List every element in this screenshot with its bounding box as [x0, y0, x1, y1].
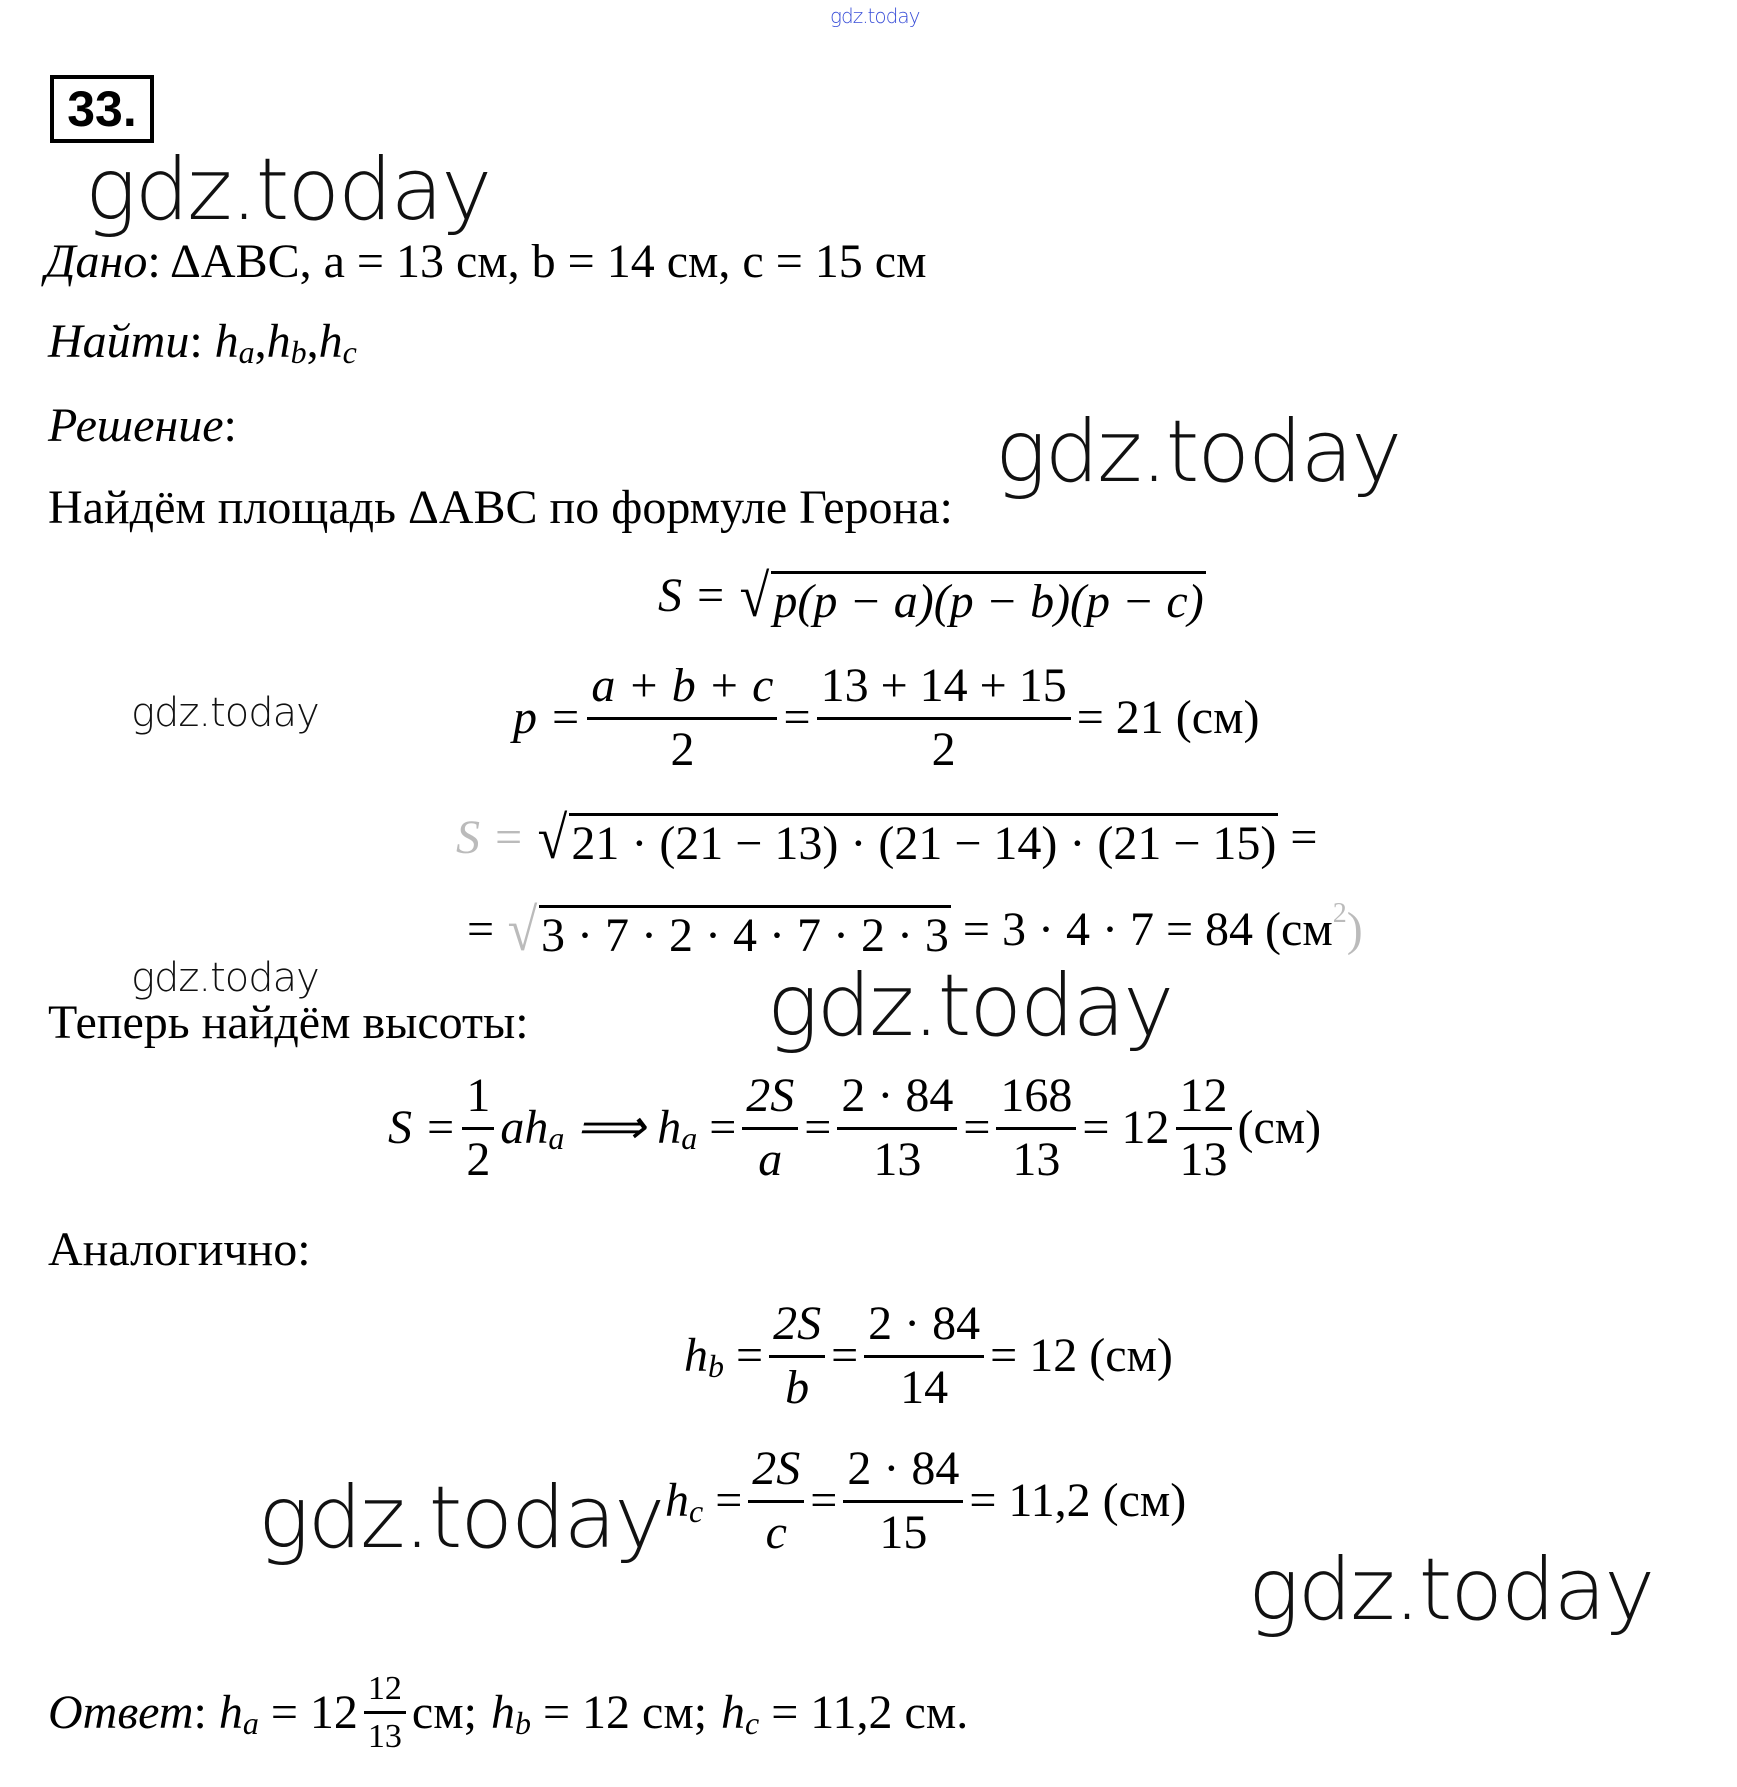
denominator: 2 — [466, 1132, 491, 1186]
h: h — [214, 315, 239, 368]
solution-line: Решение : — [48, 399, 237, 452]
h: h — [684, 1329, 708, 1383]
watermark: gdz.today — [131, 690, 319, 736]
fraction — [769, 1298, 825, 1415]
watermark: gdz.today — [767, 956, 1173, 1056]
h: h — [721, 1685, 746, 1739]
sqrt-icon: √ — [538, 805, 568, 871]
equals: = — [709, 1101, 737, 1155]
equals: = — [467, 903, 495, 956]
answer-label: Ответ — [48, 1685, 194, 1739]
radicand: p(p − a)(p − b)(p − c) — [771, 571, 1205, 626]
radicand: 21 · (21 − 13) · (21 − 14) · (21 − 15) — [569, 813, 1278, 868]
ha-formula — [388, 1070, 1321, 1187]
watermark: gdz.today — [85, 140, 491, 240]
sqrt — [536, 805, 1278, 871]
equals: = — [715, 1474, 743, 1528]
equals: = — [736, 1329, 764, 1383]
sub: c — [745, 1704, 760, 1741]
sub: a — [242, 1704, 259, 1741]
semiperimeter-formula — [513, 660, 1259, 777]
given-label: Дано — [45, 235, 148, 288]
radicand: 3 · 7 · 2 · 4 · 7 · 2 · 3 — [539, 905, 951, 960]
sqrt-icon: √ — [740, 563, 770, 629]
equals: = — [804, 1101, 832, 1155]
result: = 21 (см) — [1076, 691, 1260, 745]
heron-intro: Найдём площадь ΔABC по формуле Герона: — [48, 481, 953, 534]
fraction — [1176, 1070, 1232, 1187]
numerator: 2 · 84 — [864, 1298, 984, 1358]
given-text: : ΔABC, a = 13 см, b = 14 см, c = 15 см — [147, 235, 927, 288]
denominator: c — [765, 1505, 787, 1559]
problem-number: 33. — [50, 75, 154, 143]
ah: ah — [500, 1101, 549, 1155]
fraction — [748, 1443, 804, 1560]
h: h — [318, 315, 343, 368]
numerator: 12 — [364, 1670, 406, 1714]
lhs: p = — [513, 691, 582, 745]
find-line: Найти : h a , h b , h c — [48, 315, 357, 370]
fraction — [817, 660, 1071, 777]
sub: a — [238, 334, 255, 370]
watermark-top: gdz.today — [830, 4, 920, 28]
value: = 12 — [270, 1685, 358, 1739]
numerator: 12 — [1176, 1070, 1232, 1130]
denominator: a — [758, 1132, 783, 1186]
denominator: 2 — [670, 722, 695, 776]
h: h — [218, 1685, 243, 1739]
numerator: 13 + 14 + 15 — [817, 660, 1071, 720]
equals: = — [783, 691, 811, 745]
numerator: 2 · 84 — [843, 1443, 963, 1503]
unit: см; — [411, 1685, 477, 1739]
h: h — [266, 315, 291, 368]
find-label: Найти — [48, 315, 190, 368]
equals: = — [810, 1474, 838, 1528]
watermark: gdz.today — [258, 1468, 664, 1568]
whole-part: = 12 — [1082, 1101, 1170, 1155]
value: = 12 см; — [542, 1685, 708, 1739]
sub: b — [708, 1348, 724, 1385]
heights-intro: Теперь найдём высоты: — [48, 996, 529, 1049]
numerator: 2S — [748, 1443, 804, 1503]
lhs: S = — [658, 569, 727, 622]
watermark: gdz.today — [131, 955, 319, 1001]
solution-label: Решение — [48, 399, 224, 452]
unit: (см) — [1237, 1101, 1322, 1155]
denominator: 2 — [931, 722, 956, 776]
numerator: 2 · 84 — [837, 1070, 957, 1130]
analog-label: Аналогично: — [48, 1223, 311, 1276]
implies: ⟹ h — [576, 1101, 682, 1155]
numerator: a + b + c — [587, 660, 777, 720]
area-substitution — [456, 805, 1318, 871]
equals: = — [1290, 811, 1318, 864]
numerator: 2S — [742, 1070, 798, 1130]
watermark: gdz.today — [995, 402, 1401, 502]
lhs: S = — [456, 811, 525, 864]
fraction — [837, 1070, 957, 1187]
hb-formula — [684, 1298, 1173, 1415]
equals: = — [963, 1101, 991, 1155]
h: h — [490, 1685, 515, 1739]
equals: = — [831, 1329, 859, 1383]
sqrt — [738, 563, 1205, 629]
fraction — [462, 1070, 494, 1187]
sub: b — [290, 334, 307, 370]
colon: : — [189, 315, 203, 368]
hc-formula — [665, 1443, 1186, 1560]
given-line — [45, 235, 927, 288]
denominator: 13 — [873, 1132, 922, 1186]
lhs: S = — [388, 1101, 457, 1155]
fraction — [587, 660, 777, 777]
fraction — [364, 1670, 406, 1756]
denominator: b — [785, 1360, 810, 1414]
result: = 11,2 (см) — [969, 1474, 1187, 1528]
fraction — [996, 1070, 1076, 1187]
heron-formula — [658, 563, 1206, 629]
fraction — [742, 1070, 798, 1187]
numerator: 168 — [996, 1070, 1076, 1130]
value: = 11,2 см. — [771, 1685, 969, 1739]
sub: a — [548, 1120, 565, 1157]
watermark: gdz.today — [1248, 1540, 1654, 1640]
answer-line: Ответ : h a = 12 $\frac{12}{13}$ см; h b = 12 см; h c = 11,2 см. — [48, 1670, 969, 1756]
denominator: 15 — [879, 1505, 928, 1559]
area-result — [467, 897, 1363, 963]
denominator: 13 — [1012, 1132, 1061, 1186]
result: = 3 · 4 · 7 = 84 (см — [962, 903, 1333, 956]
fraction — [864, 1298, 984, 1415]
sqrt — [506, 897, 951, 963]
sub: b — [514, 1704, 531, 1741]
superscript: 2 — [1332, 898, 1347, 929]
sub: a — [681, 1120, 698, 1157]
denominator: 13 — [367, 1718, 402, 1756]
paren: ) — [1346, 903, 1363, 956]
numerator: 2S — [769, 1298, 825, 1358]
h: h — [665, 1474, 689, 1528]
sub: c — [342, 334, 357, 370]
sub: c — [689, 1493, 704, 1530]
fraction — [843, 1443, 963, 1560]
denominator: 14 — [900, 1360, 949, 1414]
numerator: 1 — [462, 1070, 494, 1130]
sqrt-icon: √ — [507, 897, 538, 963]
result: = 12 (см) — [990, 1329, 1173, 1383]
denominator: 13 — [1179, 1132, 1228, 1186]
